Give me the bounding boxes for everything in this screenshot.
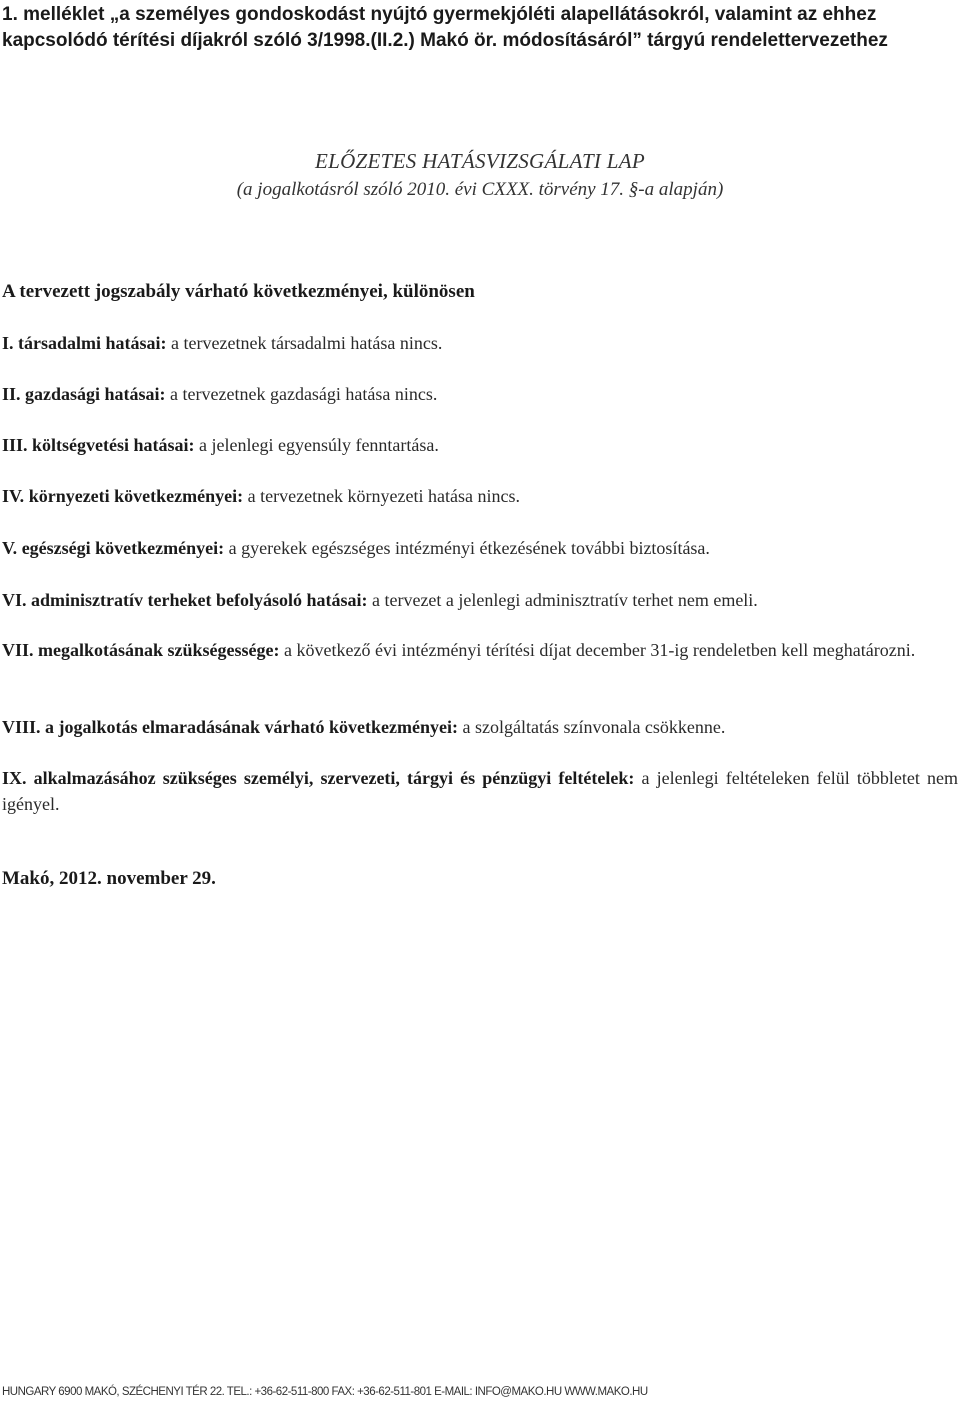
item-label: adminisztratív terheket befolyásoló hatásai: [31,590,368,610]
item-necessity [2,637,958,663]
item-label: a jogalkotás elmaradásának várható következményei: [45,717,458,737]
item-text: a tervezetnek környezeti hatása nincs. [247,486,520,506]
item-text: a jelenlegi feltételeken felül többletet nem igényel. [2,768,958,814]
item-number: IV. [2,486,25,506]
item-budget [2,432,958,458]
item-label: megalkotásának szükségessége: [38,640,280,660]
item-label: gazdasági hatásai: [25,384,166,404]
item-text: a tervezetnek gazdasági hatása nincs. [170,384,438,404]
item-label: környezeti következményei: [28,486,244,506]
item-label: egészségi következményei: [21,538,225,558]
item-label: költségvetési hatásai: [32,435,195,455]
intro-heading: A tervezett jogszabály várható következményei, különösen [2,281,475,302]
item-number: III. [2,435,28,455]
item-required-conditions [2,765,958,817]
item-label: alkalmazásához szükséges személyi, szervezeti, tárgyi és pénzügyi feltételek: [33,768,635,788]
item-text: a jelenlegi egyensúly fenntartása. [199,435,439,455]
item-omission-consequences [2,714,958,740]
item-number: II. [2,384,21,404]
place-and-date: Makó, 2012. november 29. [2,868,216,889]
item-number: I. [2,333,14,353]
item-number: VI. [2,590,27,610]
form-heading [0,146,960,204]
item-number: VIII. [2,717,41,737]
item-label: társadalmi hatásai: [18,333,167,353]
item-number: IX. [2,768,27,788]
form-subtitle: (a jogalkotásról szóló 2010. évi CXXX. törvény 17. §-a alapján) [236,179,724,200]
item-number: V. [2,538,18,558]
item-text: a szolgáltatás színvonala csökkenne. [462,717,726,737]
item-text: a tervezetnek társadalmi hatása nincs. [171,333,443,353]
item-administrative [2,587,958,613]
form-title: ELŐZETES HATÁSVIZSGÁLATI LAP [314,149,646,173]
item-economic [2,381,958,407]
item-health [2,535,958,561]
page-footer: HUNGARY 6900 MAKÓ, SZÉCHENYI TÉR 22. TEL.: +36-62-511-800 FAX: +36-62-511-801 E-MAIL: INFO@MAKO.HU WWW.MAKO.HU [2,1386,648,1398]
item-text: a következő évi intézményi térítési díjat december 31-ig rendeletben kell meghatározni. [284,640,916,660]
item-text: a tervezet a jelenlegi adminisztratív terhet nem emeli. [371,590,758,610]
item-environmental [2,483,958,509]
document-header: 1. melléklet „a személyes gondoskodást nyújtó gyermekjóléti alapellátásokról, valamint az ehhez kapcsolódó térítési díjakról szóló 3/1998.(II.2.) Makó ör. módosításáról” tárgyú rendelettervezethez [2,4,888,51]
item-social [2,330,958,356]
item-text: a gyerekek egészséges intézményi étkezésének további biztosítása. [228,538,710,558]
item-number: VII. [2,640,34,660]
